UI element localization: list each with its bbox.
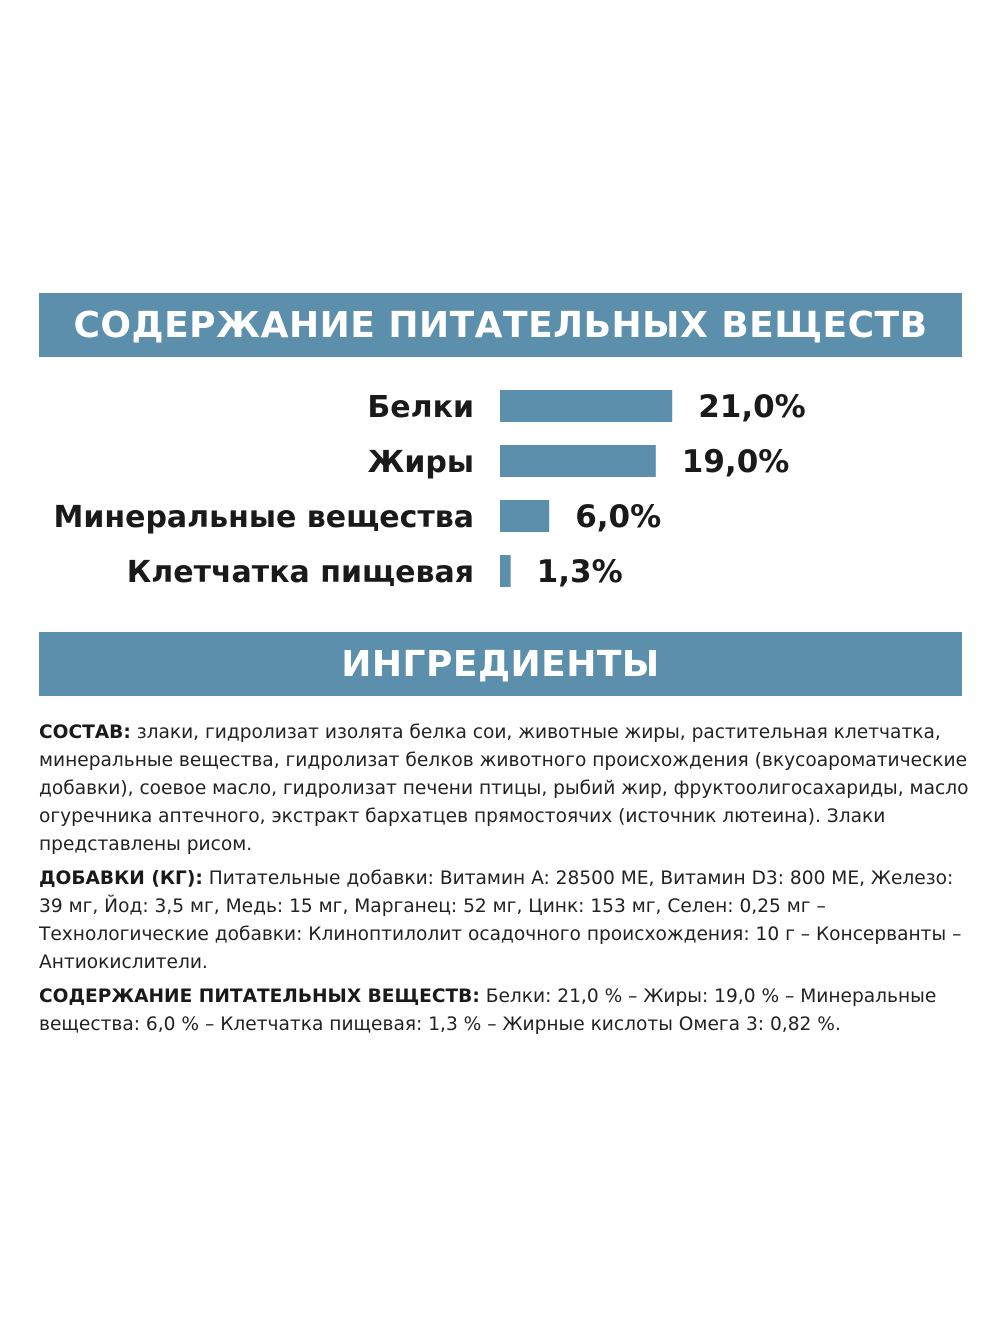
additives-label: ДОБАВКИ (КГ): xyxy=(39,868,203,889)
nutrient-bar-chart xyxy=(0,372,1000,602)
bar-1 xyxy=(500,390,672,422)
bar-2 xyxy=(500,445,656,477)
additives-paragraph xyxy=(39,865,969,977)
bar-3 xyxy=(500,500,549,532)
nutrients-title-banner xyxy=(39,293,962,357)
nutrients-title: СОДЕРЖАНИЕ ПИТАТЕЛЬНЫХ ВЕЩЕСТВ xyxy=(73,304,928,346)
nutrients-paragraph xyxy=(39,983,969,1039)
value-label-2: 19,0% xyxy=(681,444,790,480)
value-label-1: 21,0% xyxy=(698,389,806,425)
category-label-3: Минеральные вещества xyxy=(53,500,474,535)
nutrients-text: Белки: 21,0 % – Жиры: 19,0 % – Минеральные вещества: 6,0 % – Клетчатка пищевая: 1,3 % – Жирные кислоты Омега 3: 0,82 %. xyxy=(39,986,937,1035)
category-label-2: Жиры xyxy=(367,445,474,480)
nutrients-label: СОДЕРЖАНИЕ ПИТАТЕЛЬНЫХ ВЕЩЕСТВ: xyxy=(39,986,480,1007)
bar-4 xyxy=(500,555,511,587)
composition-text: злаки, гидролизат изолята белка сои, животные жиры, растительная клетчатка, минеральные вещества, гидролизат белков животного происхождения (вкусоароматические добавки), соевое масло, гидролизат печени птицы, рыбий жир, фруктоолигосахариды, масло огуречника аптечного, экстракт бархатцев прямостоячих (источник лютеина). Злаки представлены рисом. xyxy=(39,722,969,855)
value-label-4: 1,3% xyxy=(536,554,623,590)
category-label-1: Белки xyxy=(367,390,474,425)
composition-label: СОСТАВ: xyxy=(39,722,131,743)
additives-text: Питательные добавки: Витамин A: 28500 МЕ, Витамин D3: 800 МЕ, Железо: 39 мг, Йод: 3,5 мг, Медь: 15 мг, Марганец: 52 мг, Цинк: 153 мг, Селен: 0,25 мг – Технологические добавки: Клиноптилолит осадочного происхождения: 10 г – Консерванты – Антиокислители. xyxy=(39,868,962,973)
ingredients-title: ИНГРЕДИЕНТЫ xyxy=(341,643,660,685)
ingredients-title-banner xyxy=(39,632,962,696)
category-label-4: Клетчатка пищевая xyxy=(126,555,474,590)
composition-paragraph xyxy=(39,719,969,859)
value-label-3: 6,0% xyxy=(575,499,662,535)
ingredients-section xyxy=(39,719,969,1045)
